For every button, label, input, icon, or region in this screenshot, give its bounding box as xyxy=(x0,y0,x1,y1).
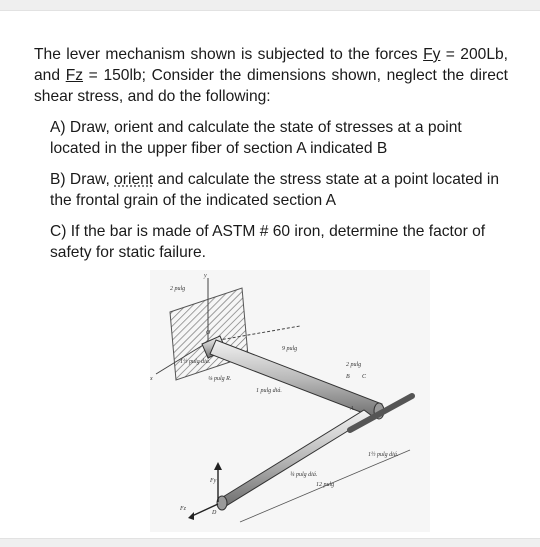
label-d: D xyxy=(212,510,217,516)
intro-text-3: = 150lb; Consider the dimensions shown, neglect the direct shear stress, and do the following: xyxy=(34,67,508,105)
intro-text-2: = 200Lb, and xyxy=(34,46,508,84)
fz-symbol: Fz xyxy=(65,67,84,84)
label-dia-1-5b: 1½ pulg diá. xyxy=(368,452,399,458)
label-length-bar: 9 pulg xyxy=(282,346,298,352)
label-o: O xyxy=(206,330,211,336)
problem-intro xyxy=(34,44,508,107)
label-a: A xyxy=(350,406,354,412)
item-b xyxy=(34,169,508,211)
label-top-dim: 2 pulg xyxy=(170,286,186,292)
label-dia-3-4: ¾ pulg diá. xyxy=(290,472,318,478)
label-dim-2: 2 pulg xyxy=(346,362,362,368)
intro-text-1: The lever mechanism shown is subjected to the forces xyxy=(34,46,424,63)
label-dia-1-5: 1½ pulg diá. xyxy=(180,359,211,365)
item-b-text-1: B) Draw, xyxy=(50,171,115,188)
label-fz: Fz xyxy=(180,506,186,512)
label-x-axis: x xyxy=(150,376,153,382)
item-a: A) Draw, orient and calculate the state of stresses at a point located in the upper fiber of section A indicated B xyxy=(50,119,462,157)
problem-statement xyxy=(34,44,508,273)
label-dia-1: 1 pulg diá. xyxy=(256,388,282,394)
lever-mechanism-figure xyxy=(150,270,430,532)
label-len-12: 12 pulg xyxy=(316,482,335,488)
item-b-text-2: and calculate the stress state at a point located in the frontal grain of the indicated section A xyxy=(50,171,500,209)
label-y-axis: y xyxy=(204,273,207,279)
fy-symbol: Fy xyxy=(423,46,441,63)
item-c: C) If the bar is made of ASTM # 60 iron, determine the factor of safety for static failure. xyxy=(50,223,486,261)
item-b-orient: orient xyxy=(114,171,154,188)
top-divider xyxy=(0,0,540,11)
label-fy: Fy xyxy=(210,478,217,484)
label-b: B xyxy=(346,374,350,380)
label-rad: ⅛ pulg R. xyxy=(208,376,232,382)
label-c: C xyxy=(362,374,367,380)
lever-diagram xyxy=(150,270,430,532)
